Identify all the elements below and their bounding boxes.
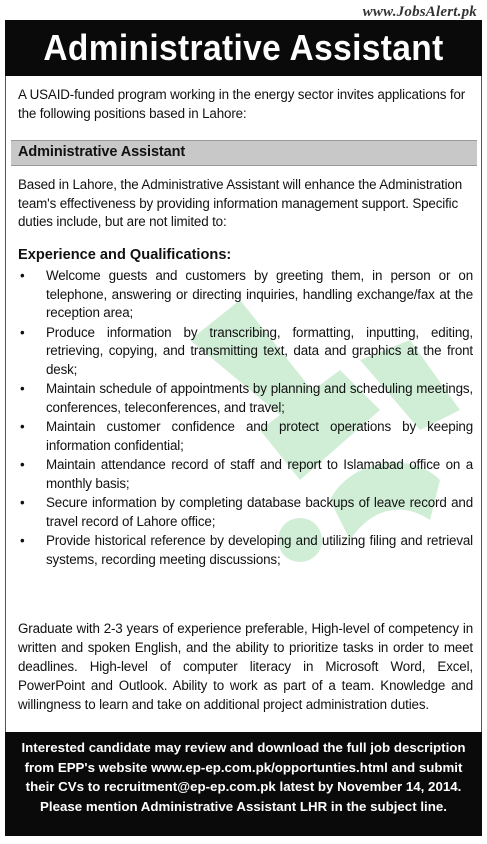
list-item-text: Provide historical reference by developing and utilizing filing and retrieval systems, recording meeting discussions; xyxy=(46,533,473,567)
description-line: duties include, but are not limited to: xyxy=(18,214,227,229)
list-item-text: Maintain schedule of appointments by planning and scheduling meetings, conferences, teleconferences, and travel; xyxy=(46,381,473,415)
list-item xyxy=(18,380,473,417)
intro-line: the following positions based in Lahore: xyxy=(18,105,247,121)
list-item xyxy=(18,494,473,531)
experience-heading: Experience and Qualifications: xyxy=(18,247,232,263)
bullet-icon: • xyxy=(20,381,25,396)
list-item-text: Maintain attendance record of staff and report to Islamabad office on a monthly basis; xyxy=(46,457,473,491)
list-item xyxy=(18,324,473,380)
footer-line: their CVs to recruitment@ep-ep.com.pk latest by November 14, 2014. xyxy=(25,779,462,794)
bullet-icon: • xyxy=(20,457,25,472)
page-title: Administrative Assistant xyxy=(43,27,444,68)
section-header xyxy=(11,140,477,166)
description-line: Based in Lahore, the Administrative Assistant will enhance the Administration xyxy=(18,177,462,192)
watermark-site-url: www.JobsAlert.pk xyxy=(362,4,477,20)
bullet-icon: • xyxy=(20,495,25,510)
footer-line: from EPP's website www.ep-ep.com.pk/opportunties.html and submit xyxy=(24,759,463,775)
description-line: team's effectiveness by providing information management support. Specific xyxy=(18,195,459,211)
list-item xyxy=(18,456,473,493)
list-item xyxy=(18,532,473,569)
list-item xyxy=(18,267,473,323)
bullet-icon: • xyxy=(20,324,25,340)
bullet-icon: • xyxy=(20,268,25,283)
list-item-text: Produce information by transcribing, formatting, inputting, editing, retrieving, copying, and transmitting text, data and graphics at the front desk; xyxy=(46,324,473,377)
qualifications-list xyxy=(18,267,473,570)
footer-line: Interested candidate may review and download the full job description xyxy=(21,740,466,755)
requirements-paragraph: Graduate with 2-3 years of experience preferable, High-level of competency in written and spoken English, and the ability to prioritize tasks in order to meet deadlines. High-level of computer literacy in Microsoft Word, Excel, PowerPoint and Outlook. Ability to work as part of a team. Knowledge and willingness to learn and take on additional project administration duties. xyxy=(18,621,473,712)
bullet-icon: • xyxy=(20,533,25,548)
title-banner xyxy=(5,20,482,76)
bullet-icon: • xyxy=(20,419,25,434)
list-item xyxy=(18,418,473,455)
list-item-text: Secure information by completing database backups of leave record and travel record of Lahore office; xyxy=(46,495,473,529)
intro-paragraph xyxy=(18,86,473,123)
intro-line: A USAID-funded program working in the energy sector invites applications for xyxy=(18,87,466,102)
list-item-text: Welcome guests and customers by greeting them, in person or on telephone, answering or directing inquiries, handling exchange/fax at the reception area; xyxy=(46,268,473,320)
application-instructions xyxy=(5,732,482,836)
footer-line: Please mention Administrative Assistant LHR in the subject line. xyxy=(40,798,447,814)
list-item-text: Maintain customer confidence and protect operations by keeping information confidential; xyxy=(46,419,473,453)
section-title: Administrative Assistant xyxy=(18,144,186,160)
role-description xyxy=(18,176,473,232)
